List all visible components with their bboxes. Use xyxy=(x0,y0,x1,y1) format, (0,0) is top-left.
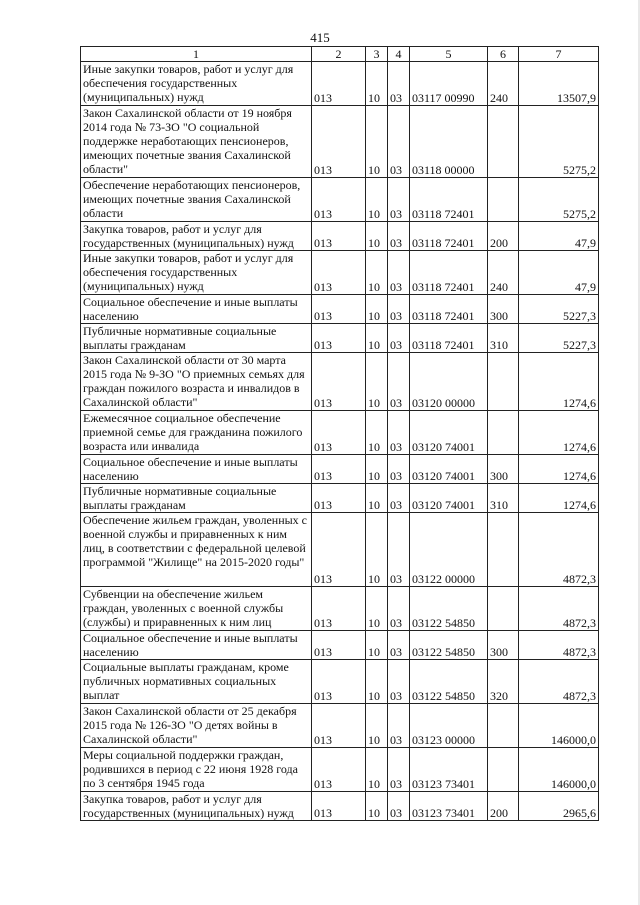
cell-c6 xyxy=(488,748,519,792)
cell-c3: 10 xyxy=(366,295,388,324)
cell-c6 xyxy=(488,411,519,455)
table-body xyxy=(81,47,599,821)
cell-name: Закон Сахалинской области от 19 ноября 2014 года № 73-ЗО "О социальной поддержке неработающих пенсионеров, имеющих почетные звания Сахалинской области" xyxy=(81,106,312,178)
header-cell: 6 xyxy=(488,47,519,62)
table-row xyxy=(81,484,599,513)
table-row xyxy=(81,324,599,353)
cell-c4: 03 xyxy=(388,411,410,455)
cell-c7: 146000,0 xyxy=(519,704,599,748)
cell-c4: 03 xyxy=(388,587,410,631)
cell-c3: 10 xyxy=(366,455,388,484)
cell-c6: 300 xyxy=(488,295,519,324)
cell-c2: 013 xyxy=(312,411,366,455)
cell-c2: 013 xyxy=(312,513,366,587)
cell-c5: 03118 00000 xyxy=(410,106,488,178)
cell-c6: 300 xyxy=(488,631,519,660)
cell-c7: 47,9 xyxy=(519,251,599,295)
cell-c3: 10 xyxy=(366,251,388,295)
cell-c3: 10 xyxy=(366,62,388,106)
cell-c7: 1274,6 xyxy=(519,484,599,513)
table-row xyxy=(81,106,599,178)
cell-c3: 10 xyxy=(366,587,388,631)
cell-c7: 4872,3 xyxy=(519,660,599,704)
cell-c2: 013 xyxy=(312,704,366,748)
cell-c2: 013 xyxy=(312,455,366,484)
cell-c2: 013 xyxy=(312,353,366,411)
cell-c2: 013 xyxy=(312,222,366,251)
cell-c4: 03 xyxy=(388,251,410,295)
table-row xyxy=(81,748,599,792)
cell-c7: 13507,9 xyxy=(519,62,599,106)
header-cell: 2 xyxy=(312,47,366,62)
cell-c6 xyxy=(488,106,519,178)
cell-c7: 5275,2 xyxy=(519,178,599,222)
cell-c5: 03118 72401 xyxy=(410,295,488,324)
cell-c5: 03122 54850 xyxy=(410,631,488,660)
table-row xyxy=(81,222,599,251)
cell-name: Социальные выплаты гражданам, кроме публичных нормативных социальных выплат xyxy=(81,660,312,704)
cell-name: Субвенции на обеспечение жильем граждан, уволенных с военной службы (службы) и приравненных к ним лиц xyxy=(81,587,312,631)
table-row xyxy=(81,660,599,704)
header-cell: 3 xyxy=(366,47,388,62)
cell-c7: 4872,3 xyxy=(519,587,599,631)
cell-c3: 10 xyxy=(366,222,388,251)
header-cell: 7 xyxy=(519,47,599,62)
cell-c5: 03120 00000 xyxy=(410,353,488,411)
cell-c7: 1274,6 xyxy=(519,353,599,411)
cell-name: Публичные нормативные социальные выплаты гражданам xyxy=(81,484,312,513)
cell-name: Закон Сахалинской области от 25 декабря 2015 года № 126-ЗО "О детях войны в Сахалинской области" xyxy=(81,704,312,748)
cell-c7: 5275,2 xyxy=(519,106,599,178)
cell-c6 xyxy=(488,178,519,222)
cell-name: Социальное обеспечение и иные выплаты населению xyxy=(81,295,312,324)
cell-c7: 4872,3 xyxy=(519,631,599,660)
cell-c7: 1274,6 xyxy=(519,455,599,484)
cell-c5: 03120 74001 xyxy=(410,484,488,513)
cell-c5: 03123 73401 xyxy=(410,792,488,821)
cell-c3: 10 xyxy=(366,748,388,792)
cell-name: Закупка товаров, работ и услуг для государственных (муниципальных) нужд xyxy=(81,222,312,251)
cell-name: Иные закупки товаров, работ и услуг для обеспечения государственных (муниципальных) нужд xyxy=(81,62,312,106)
cell-c5: 03122 54850 xyxy=(410,660,488,704)
table-row xyxy=(81,587,599,631)
cell-c5: 03118 72401 xyxy=(410,178,488,222)
cell-c2: 013 xyxy=(312,106,366,178)
cell-c6: 320 xyxy=(488,660,519,704)
cell-c2: 013 xyxy=(312,62,366,106)
cell-c7: 47,9 xyxy=(519,222,599,251)
cell-c6: 240 xyxy=(488,251,519,295)
cell-c2: 013 xyxy=(312,660,366,704)
cell-c5: 03118 72401 xyxy=(410,324,488,353)
cell-c7: 1274,6 xyxy=(519,411,599,455)
cell-c7: 2965,6 xyxy=(519,792,599,821)
cell-c5: 03117 00990 xyxy=(410,62,488,106)
cell-c5: 03122 00000 xyxy=(410,513,488,587)
cell-c2: 013 xyxy=(312,587,366,631)
cell-c7: 5227,3 xyxy=(519,295,599,324)
cell-c5: 03123 00000 xyxy=(410,704,488,748)
cell-c6 xyxy=(488,704,519,748)
cell-c3: 10 xyxy=(366,324,388,353)
cell-c4: 03 xyxy=(388,106,410,178)
cell-name: Социальное обеспечение и иные выплаты населению xyxy=(81,631,312,660)
cell-name: Закупка товаров, работ и услуг для государственных (муниципальных) нужд xyxy=(81,792,312,821)
cell-c5: 03118 72401 xyxy=(410,222,488,251)
cell-c3: 10 xyxy=(366,411,388,455)
cell-name: Обеспечение жильем граждан, уволенных с военной службы и приравненных к ним лиц, в соответствии с федеральной целевой программой "Жилище" на 2015-2020 годы" xyxy=(81,513,312,587)
table-row xyxy=(81,295,599,324)
cell-c4: 03 xyxy=(388,660,410,704)
cell-c3: 10 xyxy=(366,513,388,587)
cell-name: Меры социальной поддержки граждан, родившихся в период с 22 июня 1928 года по 3 сентября 1945 года xyxy=(81,748,312,792)
cell-c5: 03120 74001 xyxy=(410,411,488,455)
table-row xyxy=(81,792,599,821)
cell-name: Закон Сахалинской области от 30 марта 2015 года № 9-ЗО "О приемных семьях для граждан пожилого возраста и инвалидов в Сахалинской области" xyxy=(81,353,312,411)
cell-c3: 10 xyxy=(366,792,388,821)
cell-c3: 10 xyxy=(366,484,388,513)
table-row xyxy=(81,513,599,587)
header-cell: 5 xyxy=(410,47,488,62)
cell-c4: 03 xyxy=(388,295,410,324)
cell-c2: 013 xyxy=(312,748,366,792)
cell-c2: 013 xyxy=(312,792,366,821)
header-cell: 4 xyxy=(388,47,410,62)
cell-name: Иные закупки товаров, работ и услуг для обеспечения государственных (муниципальных) нужд xyxy=(81,251,312,295)
cell-c5: 03118 72401 xyxy=(410,251,488,295)
cell-name: Публичные нормативные социальные выплаты гражданам xyxy=(81,324,312,353)
cell-c6: 300 xyxy=(488,455,519,484)
cell-c4: 03 xyxy=(388,484,410,513)
cell-c5: 03120 74001 xyxy=(410,455,488,484)
cell-c4: 03 xyxy=(388,748,410,792)
table-row xyxy=(81,704,599,748)
cell-name: Социальное обеспечение и иные выплаты населению xyxy=(81,455,312,484)
cell-c4: 03 xyxy=(388,455,410,484)
cell-c4: 03 xyxy=(388,631,410,660)
header-cell: 1 xyxy=(81,47,312,62)
table-row xyxy=(81,353,599,411)
cell-c4: 03 xyxy=(388,792,410,821)
cell-c4: 03 xyxy=(388,222,410,251)
table-row xyxy=(81,178,599,222)
cell-c3: 10 xyxy=(366,178,388,222)
cell-c4: 03 xyxy=(388,178,410,222)
cell-c4: 03 xyxy=(388,62,410,106)
cell-c6 xyxy=(488,353,519,411)
cell-c5: 03122 54850 xyxy=(410,587,488,631)
cell-c3: 10 xyxy=(366,353,388,411)
table-row xyxy=(81,455,599,484)
cell-c2: 013 xyxy=(312,178,366,222)
cell-c4: 03 xyxy=(388,704,410,748)
cell-c2: 013 xyxy=(312,295,366,324)
cell-c2: 013 xyxy=(312,251,366,295)
cell-c3: 10 xyxy=(366,704,388,748)
cell-c6: 200 xyxy=(488,222,519,251)
cell-c2: 013 xyxy=(312,324,366,353)
cell-c4: 03 xyxy=(388,353,410,411)
cell-c6: 310 xyxy=(488,484,519,513)
cell-c6: 240 xyxy=(488,62,519,106)
budget-table xyxy=(80,46,599,821)
table-row xyxy=(81,411,599,455)
cell-c3: 10 xyxy=(366,631,388,660)
cell-c4: 03 xyxy=(388,324,410,353)
cell-c7: 4872,3 xyxy=(519,513,599,587)
cell-c7: 5227,3 xyxy=(519,324,599,353)
cell-name: Обеспечение неработающих пенсионеров, имеющих почетные звания Сахалинской области xyxy=(81,178,312,222)
cell-c7: 146000,0 xyxy=(519,748,599,792)
cell-c4: 03 xyxy=(388,513,410,587)
header-row xyxy=(81,47,599,62)
cell-c6 xyxy=(488,513,519,587)
cell-c3: 10 xyxy=(366,660,388,704)
cell-c3: 10 xyxy=(366,106,388,178)
cell-c2: 013 xyxy=(312,484,366,513)
cell-c6: 310 xyxy=(488,324,519,353)
table-row xyxy=(81,251,599,295)
cell-c2: 013 xyxy=(312,631,366,660)
table-row xyxy=(81,631,599,660)
page-number: 415 xyxy=(310,30,330,45)
cell-c6 xyxy=(488,587,519,631)
cell-c6: 200 xyxy=(488,792,519,821)
table-row xyxy=(81,62,599,106)
cell-c5: 03123 73401 xyxy=(410,748,488,792)
cell-name: Ежемесячное социальное обеспечение приемной семье для гражданина пожилого возраста или инвалида xyxy=(81,411,312,455)
